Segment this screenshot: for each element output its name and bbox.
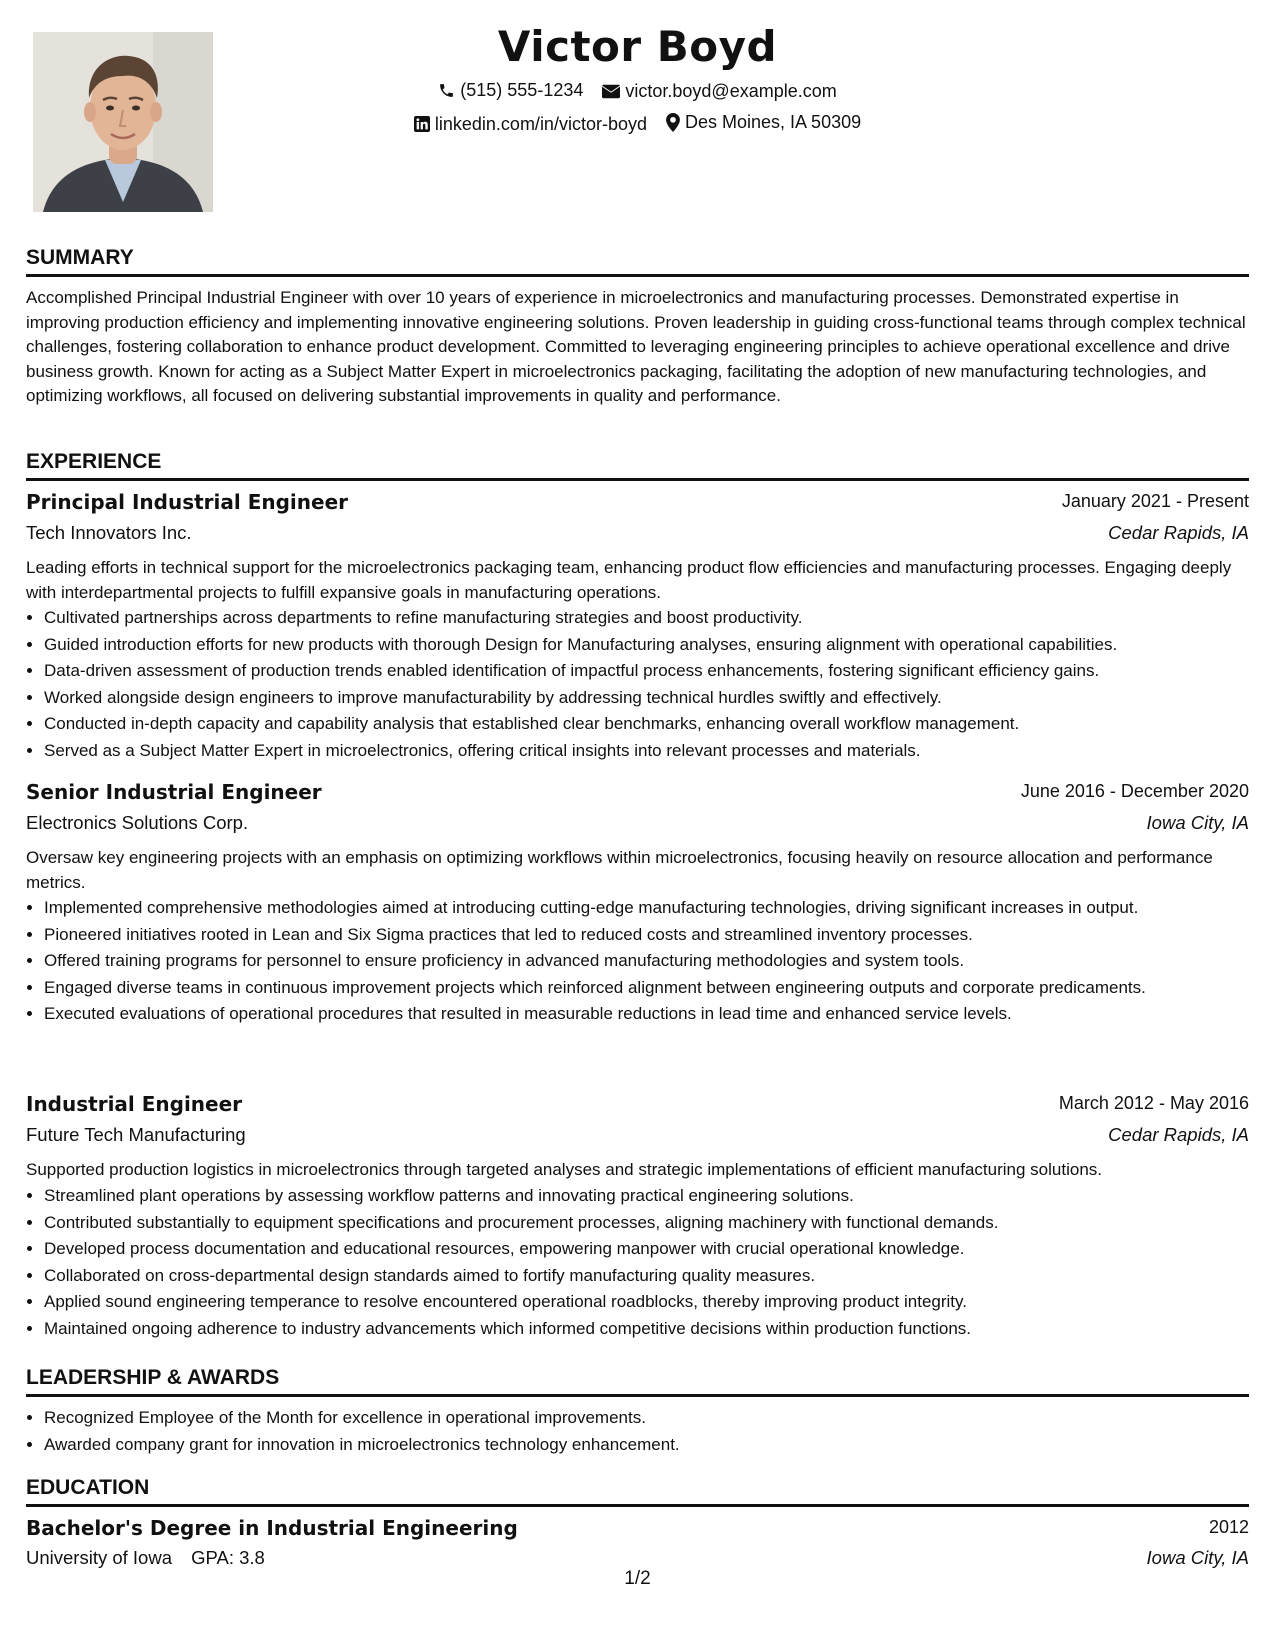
job-description: Oversaw key engineering projects with an emphasis on optimizing workflows within microelectronics, focusing heavily on resource allocation and performance metrics. bbox=[26, 848, 1213, 892]
job-location: Iowa City, IA bbox=[1146, 812, 1249, 833]
phone-text: (515) 555-1234 bbox=[460, 80, 584, 100]
candidate-name: Victor Boyd bbox=[497, 22, 778, 71]
bullet-item: • Served as a Subject Matter Expert in microelectronics, offering critical insights into relevant processes and materials. bbox=[44, 739, 1249, 763]
bullet-item: • Conducted in-depth capacity and capability analysis that established clear benchmarks, enhancing overall workflow management. bbox=[44, 712, 1249, 736]
email-text: victor.boyd@example.com bbox=[625, 81, 837, 101]
school-name: University of Iowa bbox=[26, 1547, 172, 1568]
leadership-bullets bbox=[26, 1406, 1249, 1459]
job-title: Senior Industrial Engineer bbox=[26, 780, 322, 804]
bullet-item: • Cultivated partnerships across departments to refine manufacturing strategies and boost productivity. bbox=[44, 606, 1249, 630]
job-dates: June 2016 - December 2020 bbox=[1020, 781, 1249, 801]
job-bullets bbox=[26, 1184, 1249, 1343]
gpa: GPA: 3.8 bbox=[191, 1547, 265, 1568]
bullet-item: • Developed process documentation and educational resources, empowering manpower with crucial operational knowledge. bbox=[44, 1237, 1249, 1261]
bullet-item: • Applied sound engineering temperance to resolve encountered operational roadblocks, thereby improving product integrity. bbox=[44, 1290, 1249, 1314]
job-company: Tech Innovators Inc. bbox=[26, 522, 192, 543]
contact-email[interactable] bbox=[602, 81, 836, 102]
graduation-year: 2012 bbox=[1208, 1517, 1249, 1537]
job-description: Supported production logistics in microelectronics through targeted analyses and strategic implementations of efficient manufacturing solutions. bbox=[26, 1160, 1102, 1179]
contact-linkedin[interactable] bbox=[414, 114, 647, 135]
job-company: Future Tech Manufacturing bbox=[26, 1124, 246, 1145]
contact-row-primary bbox=[0, 80, 1275, 104]
school-location: Iowa City, IA bbox=[1146, 1547, 1249, 1568]
bullet-item: • Data-driven assessment of production trends enabled identification of impactful process enhancements, fostering significant efficiency gains. bbox=[44, 659, 1249, 683]
experience-heading: EXPERIENCE bbox=[26, 450, 1249, 481]
bullet-item: • Streamlined plant operations by assessing workflow patterns and innovating practical engineering solutions. bbox=[44, 1184, 1249, 1208]
job-bullets bbox=[26, 606, 1249, 765]
job-title: Industrial Engineer bbox=[26, 1092, 243, 1116]
linkedin-icon bbox=[414, 116, 430, 132]
job-location: Cedar Rapids, IA bbox=[1108, 1124, 1249, 1145]
location-text: Des Moines, IA 50309 bbox=[685, 112, 862, 132]
bullet-item: • Pioneered initiatives rooted in Lean and Six Sigma practices that led to reduced costs and streamlined inventory processes. bbox=[44, 923, 1249, 947]
job-bullets bbox=[26, 896, 1249, 1029]
bullet-item: • Engaged diverse teams in continuous improvement projects which reinforced alignment between engineering outputs and corporate predicaments. bbox=[44, 976, 1249, 1000]
linkedin-text: linkedin.com/in/victor-boyd bbox=[434, 113, 647, 134]
bullet-item: • Guided introduction efforts for new products with thorough Design for Manufacturing analyses, ensuring alignment with operational capabilities. bbox=[44, 633, 1249, 657]
degree-title: Bachelor's Degree in Industrial Engineering bbox=[26, 1516, 518, 1540]
bullet-item: • Executed evaluations of operational procedures that resulted in measurable reductions in lead time and enhanced service levels. bbox=[44, 1002, 1249, 1026]
summary-text: Accomplished Principal Industrial Engineer with over 10 years of experience in microelectronics and manufacturing processes. Demonstrated expertise in improving production efficiency and implementing innovative engineering solutions. Proven leadership in guiding cross-functional teams through complex technical challenges, fostering collaboration to enhance product development. Committed to leveraging engineering principles to achieve operational excellence and drive business growth. Known for acting as a Subject Matter Expert in microelectronics packaging, facilitating the adoption of new manufacturing technologies, and optimizing workflows, all focused on delivering substantial improvements in quality and performance. bbox=[26, 288, 1246, 405]
job-description: Leading efforts in technical support for the microelectronics packaging team, enhancing product flow efficiencies and manufacturing processes. Engaging deeply with interdepartmental projects to fulfill expansive goals in manufacturing operations. bbox=[26, 558, 1232, 602]
job-dates: March 2012 - May 2016 bbox=[1058, 1093, 1249, 1113]
bullet-item: • Maintained ongoing adherence to industry advancements which informed competitive decisions within production functions. bbox=[44, 1317, 1249, 1341]
envelope-icon bbox=[602, 84, 620, 99]
job-dates: January 2021 - Present bbox=[1061, 491, 1249, 511]
bullet-item: • Implemented comprehensive methodologies aimed at introducing cutting-edge manufacturing technologies, driving significant increases in output. bbox=[44, 896, 1249, 920]
bullet-item: • Offered training programs for personnel to ensure proficiency in advanced manufacturing methodologies and system tools. bbox=[44, 949, 1249, 973]
job-company: Electronics Solutions Corp. bbox=[26, 812, 249, 833]
leadership-heading: LEADERSHIP & AWARDS bbox=[26, 1366, 1249, 1397]
bullet-item: • Recognized Employee of the Month for excellence in operational improvements. bbox=[44, 1406, 1249, 1430]
job-location: Cedar Rapids, IA bbox=[1108, 522, 1249, 543]
contact-row-secondary bbox=[0, 112, 1275, 137]
phone-icon bbox=[438, 82, 455, 99]
map-pin-icon bbox=[666, 113, 680, 132]
contact-location bbox=[666, 112, 861, 133]
job-title: Principal Industrial Engineer bbox=[26, 490, 348, 514]
school-line bbox=[26, 1547, 265, 1569]
contact-phone[interactable] bbox=[438, 80, 583, 101]
page-number: 1/2 bbox=[624, 1568, 651, 1589]
bullet-item: • Worked alongside design engineers to improve manufacturability by addressing technical hurdles swiftly and effectively. bbox=[44, 686, 1249, 710]
bullet-item: • Contributed substantially to equipment specifications and procurement processes, aligning machinery with functional demands. bbox=[44, 1211, 1249, 1235]
bullet-item: • Awarded company grant for innovation in microelectronics technology enhancement. bbox=[44, 1433, 1249, 1457]
bullet-item: • Collaborated on cross-departmental design standards aimed to fortify manufacturing quality measures. bbox=[44, 1264, 1249, 1288]
education-heading: EDUCATION bbox=[26, 1476, 1249, 1507]
summary-heading: SUMMARY bbox=[26, 246, 1249, 277]
